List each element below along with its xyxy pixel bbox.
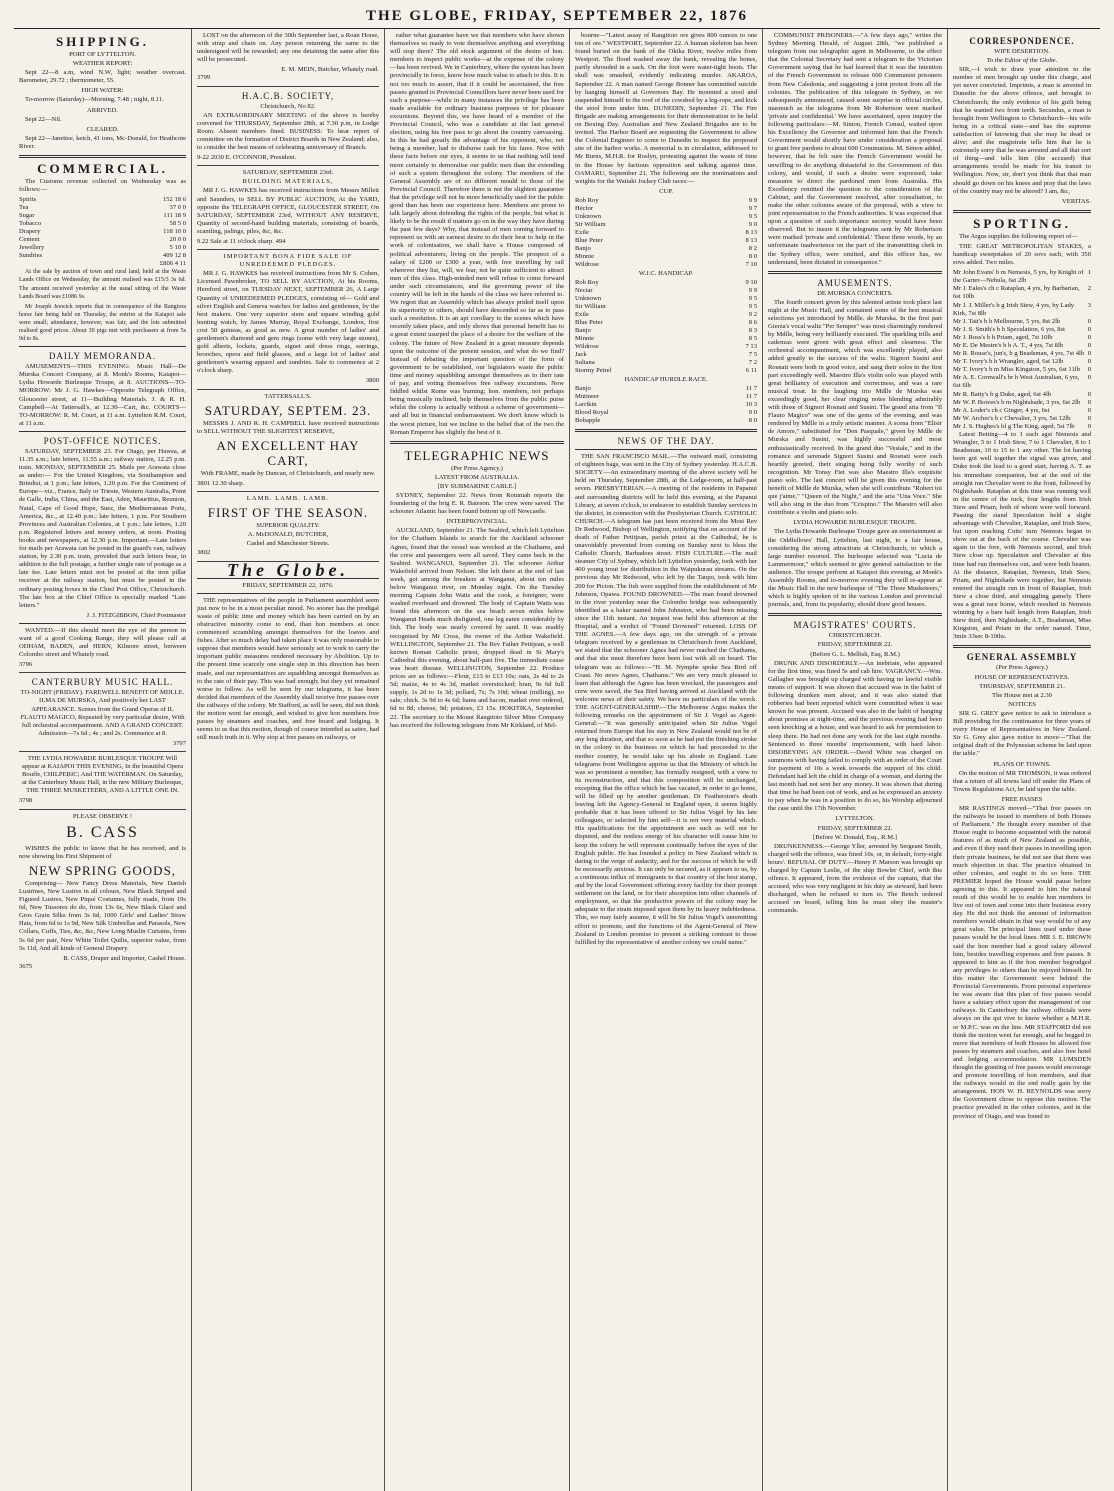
revenue-row	[19, 228, 186, 236]
handicap-row	[575, 327, 757, 335]
hurdle-row	[575, 409, 757, 417]
row-label: Sugar	[19, 212, 35, 220]
lydia-review: The Lydia Howarde Burlesque Troupe gave an entertainment at the Oddfellows' Hall, Lyttelton, last night, to a fair house, considering the strong attractions at Christchurch, to which a large number resorted. The burlesque selected was "Lucia de Lammermoor," which seemed to give general satisfaction to the audience. The troupe perform at Kaiapoi this evening, at Monk's Assembly Rooms, and to-morrow evening they will re-appear at the Music Hall in the new burlesque of "The Three Musketeers," which is highly spoken of in the various London and provincial journals, and, from its popularity, should draw good houses.	[768, 528, 942, 609]
hurdle-row	[575, 401, 757, 409]
row-value: 9 5	[748, 294, 757, 302]
entry-place: 2	[1087, 285, 1091, 293]
row-value: 152 18 6	[162, 196, 186, 204]
commercial-heading: COMMERCIAL.	[37, 161, 168, 177]
row-label: Hector	[575, 204, 593, 212]
race-entry	[953, 334, 1091, 342]
handicap-row	[575, 351, 757, 359]
murska-heading: DE MURSKA CONCERTS.	[817, 289, 893, 297]
row-value: 5 10 0	[169, 244, 186, 252]
high-water-heading: HIGH WATER:	[81, 87, 124, 95]
row-label: Rob Roy	[575, 196, 599, 204]
column-3	[385, 29, 570, 1491]
row-label: Larrikin	[575, 401, 597, 409]
butcher-number: 3802	[197, 549, 211, 557]
notices-heading: NOTICES	[1008, 700, 1036, 708]
saturday-big: SATURDAY, SEPTEM. 23.	[204, 402, 372, 418]
handicap-row	[575, 359, 757, 367]
row-value: 111 18 9	[163, 212, 186, 220]
entry-text: Mr J. Eales's ch c Rataplan, 4 yrs, by Barbarian, 6st 10lb	[953, 285, 1080, 301]
entry-place: 0	[1087, 366, 1091, 374]
lydia-ad	[19, 755, 186, 810]
sydney-text: SYDNEY, September 22. News from Rotumah reports the foundering of the brig E. R. Bateson. The crew were saved. The schooner Atlantic has been found bottom up off Newcastle.	[390, 491, 564, 516]
row-value: 9 10	[745, 278, 757, 286]
cleared-text: Sept 22—Janettee, ketch, 41 tons, Mc-Donald, for Heathcote River.	[19, 134, 186, 150]
entry-place: 0	[1087, 422, 1091, 430]
row-value: 7 2	[748, 358, 757, 366]
music-hall-heading: CANTERBURY MUSIC HALL.	[31, 677, 174, 688]
row-label: Sultana	[575, 358, 595, 366]
entry-text: Mr J. Tait's b h Melbourne, 5 yrs, 8st 2lb	[953, 317, 1061, 325]
superior-quality: SUPERIOR QUALITY.	[256, 522, 320, 530]
column-6	[948, 29, 1096, 1491]
butcher-address: Cashel and Manchester Streets.	[246, 540, 330, 548]
cup-heading: CUP.	[659, 187, 673, 195]
cup-row	[575, 221, 757, 229]
entry-text: Mr A. Loder's ch c Ginger, 4 yrs, 6st	[953, 406, 1050, 414]
cass-goods: NEW SPRING GOODS,	[28, 862, 177, 878]
revenue-row	[19, 220, 186, 228]
cup-row	[575, 253, 757, 261]
entry-place: 1	[1087, 269, 1091, 277]
cass-heading: B. CASS	[66, 823, 139, 841]
customs-text: The Customs revenue collected on Wednesday was as follows:—	[19, 178, 186, 194]
campbell-text: MESSRS J. AND R. H. CAMPBELL have received instructions to SELL WITHOUT THE SLIGHTEST RESERVE,	[197, 419, 379, 435]
handicap-row	[575, 295, 757, 303]
high-water-text: To-morrow (Saturday)—Morning, 7.48 ; night, 8.11.	[25, 96, 164, 104]
entry-place: 0	[1087, 390, 1091, 398]
ga-date: THURSDAY, SEPTEMBER 21.	[979, 682, 1065, 690]
row-value: 409 12 8	[162, 252, 186, 260]
race-entry	[953, 423, 1091, 431]
row-value: 8 13	[745, 228, 757, 236]
revenue-row	[19, 252, 186, 260]
row-value: 8 5	[748, 334, 757, 342]
row-label: Stormy Petrel	[575, 366, 612, 374]
row-label: Minnie	[575, 334, 595, 342]
entry-place: 0	[1087, 350, 1091, 358]
entry-place: 3	[1087, 301, 1091, 309]
row-label: Drapery	[19, 228, 41, 236]
entry-text: Mr T. Ivory's b h Wrangler, aged, 6st 12lb	[953, 358, 1064, 366]
column-1	[14, 29, 192, 1491]
race-entry	[953, 350, 1091, 358]
row-label: Wildrose	[575, 342, 599, 350]
hurdle-row	[575, 393, 757, 401]
entry-text: Mr T. Ivory's b m Miss Kingston, 5 yrs, 6st 11lb	[953, 366, 1080, 374]
to-editor: To the Editor of the Globe.	[986, 57, 1058, 65]
revenue-total: £806 4 11	[159, 260, 186, 268]
entry-text: Mr R. Rouse's, jun's, b g Beadsman, 4 yrs, 7st 4lb	[953, 350, 1085, 358]
hay-cart-number: 3801 12.30 sharp.	[197, 479, 245, 487]
entry-text: Mr J. S. Hughes's bl g The King, aged, 5st 7lb	[953, 422, 1075, 430]
row-label: Banjo	[575, 244, 591, 252]
globe-nameplate: The Globe.	[227, 559, 349, 580]
hurdle-heading: HANDICAP HURDLE RACE.	[624, 375, 708, 383]
row-label: Jack	[575, 350, 587, 358]
memoranda-heading: DAILY MEMORANDA.	[48, 351, 157, 362]
row-label: Blue Peter	[575, 236, 603, 244]
lyttelton-text: DRUNKENNESS.—George Yller, arrested by Sergeant Smith, charged with the offence, was fined 10s, or, in default, forty-eight hours'. REFUSAL OF DUTY.—Henry P. Marson was brought up charged by Captain Leslie, of the ship Bowler Chief, with this offence. It appeared, from the evidence of the captain, that the accused, who was very negligent in his duty as steward, had been discharged, when he refused to turn to. The Bench ordered accused on board, telling him he must obey the master's commands.	[768, 842, 942, 915]
free-passes-text: MR RASTINGS moved—"That free passes on the railways be issued to members of both Houses of Parliament." He thought every member of that House ought to become acquainted with the natural features of as much of New Zealand as possible, and even if they used their passes in travelling upon their private business, he did not see that there was much objection in that. The practice obtained in other colonies, and ought to do so here. THE PREMIER hoped the House would pause before agreeing to this. It appeared to him the natural result of this would be to enable hon members to live out of town and come into their business every day. He did not think the amount of information members would obtain in that way would be of any great value. The principal lines used under these passes would be the local lines. MR J. E. BROWN said the hon member had a good salary allowed him, besides travelling expenses and free passes. It appeared to him as if the hon member begrudged any privileges to others than he enjoyed himself. In this matter the Government were behind the Provincial Governments. From personal experience he was aware that this plan of free passes would have a salutary effect upon the management of our railways. In Canterbury the railway officials were always on the qui vive to know whether a M.H.R. or M.P.C. was on the line. MR STAFFORD did not think the motion went far enough, and he begged to move that members of both Houses be allowed free passes by steamers and coaches, and also free hotel and lodging accommodation. MR LUMSDEN thought the granting of free passes would encourage and promote travelling of hon members, and that the railways would in the end really gain by the arrangement. HON W. H. REYNOLDS was sorry the Government chose to oppose this motion. The practice prevailed in the other colonies, and in the province of Otago, and was found to	[953, 804, 1091, 1120]
row-value: 9 7	[748, 204, 757, 212]
row-value: 7 10	[745, 260, 757, 268]
columns	[14, 29, 1100, 1491]
building-heading: BUILDING MATERIALS,	[242, 178, 334, 186]
row-value: 11 7	[745, 385, 757, 393]
handicap-row	[575, 367, 757, 375]
entry-place: 0	[1087, 358, 1091, 366]
post-office-text: SATURDAY, SEPTEMBER 23. For Otago, per Hawea, at 11.35 a.m.; late letters, 11.55 a.m.; railway station, 12.25 p.m. train. MONDAY, SEPTEMBER 25. Mails per Arawata close as under:— For the United Kingdom, via Southampton and Brindisi, at 1 p.m.; late letters, 1.20 p.m. For the Continent of Europe—viz., France, Italy or Trieste, Western Australia, Point de Galle, India, China, and the East, Aden, Mauritius, Reunion, Natal, Cape of Good Hope, Suez, the Mediterranean Ports, America, &c., at 12.40 p.m.; late letters, 1 p.m. For Southern Provinces and Australian Colonies, at 1 p.m.; late letters, 1.20 p.m. Registered letters and money orders, at noon. Posting books and newspapers, at 12.30 p.m. Important.—Late letters for mails per Arawata can be posted in the guard's van, railway station, by 2.30 p.m. train, provided that such letters bear, in addition to the full postage, a further single rate of postage as a late fee. Late letters must not be posted at the iron pillar receiver at the railway station, but must be posted in the ordinary posting boxes in the Chief Post Office, Christchurch. The late box at the Chief Office is specially marked "Late letters."	[19, 447, 187, 609]
row-label: Wildrose	[575, 260, 599, 268]
row-label: Minnie	[575, 252, 595, 260]
row-value: 8 13	[745, 236, 757, 244]
free-passes-heading: FREE PASSES	[1001, 795, 1043, 803]
entry-text: Mr R. Batty's b g Duke, aged, 6st 4lb	[953, 390, 1052, 398]
race-entries	[953, 269, 1091, 431]
row-value: 9 0	[748, 409, 757, 417]
australia-heading: LATEST FROM AUSTRALIA.	[434, 473, 520, 481]
entry-text: Mr A. E. Cornwall's br h West Australian, 6 yrs, 6st 6lb	[953, 374, 1080, 390]
wanted-number: 3796	[19, 661, 33, 669]
interprovincial-heading: INTERPROVINCIAL.	[446, 518, 508, 526]
lamb-ad	[197, 495, 379, 561]
lost-number: 3799	[197, 74, 211, 82]
race-entry	[953, 326, 1091, 334]
hawkes-sale-text: MR J. G. HAWKES has received instructions from Messrs Millett and Saunders, to SELL BY PUBLIC AUCTION, At the YARD, opposite the TELEGRAPH OFFICE, GLOUCESTER STREET, On SATURDAY, SEPTEMBER 23rd, WITHOUT ANY RESERVE, Quantity of second-hand building materials, consisting of boards, scantling, palings, piles, &c, &c.	[197, 187, 379, 235]
entry-place: 0	[1087, 374, 1091, 382]
race-text: Latest Betting—4 to 1 each agst Nemesis and Wrangler, 5 to 1 Irish Stew, 7 to 1 Chevalier, 8 to 1 Beadsman, 10 to 15 to 1 any other. The lot having been got well together the signal was given, and Duke took the lead to a good start, having A. T. as his immediate companion, but at the end of the straight run Chevalier went to the front, followed by Nightshade. Rataplan at this time was running well in the centre of the ruck, four lengths from Irish Stew and Priam, both of whom were well forward. Passing the stand Speculation held a slight advantage with Chevalier, Rataplan, and Irish Stew, but upon reaching Cutts' turn Nemesis began to show out at the back of the course. Chevalier was again to the fore, with Nemesis second, and Irish Stew close up. Speculation and Chevalier at this time had run themselves out, and were both beaten. At the distance, Rataplan, Nemesis, Irish Stew, Priam, and Nightshade were together, but Nemesis entered the straight run in front of Rataplan, Irish Stew a close third, and struggling gamely. There was a great race home, which resulted in Nemesis winning by a bare half length from Rataplan, Irish Stew third, then Nightshade, A.T., Beadsman, Miss Kingston, and Priam in the order named. Time, 3min 33sec 8-10ths.	[953, 431, 1091, 641]
entry-text: Mr J. J. Miller's b g Irish Stew, 4 yrs, by Lady Kirk, 7st 8lb	[953, 301, 1075, 317]
masthead: THE GLOBE, FRIDAY, SEPTEMBER 22, 1876	[14, 6, 1100, 29]
handicap-row	[575, 303, 757, 311]
arrived-text: Sept 22—Nil.	[25, 115, 62, 123]
row-value: 9 9	[748, 196, 757, 204]
divider	[197, 593, 379, 594]
submarine-cable-label: [BY SUBMARINE CABLE.]	[437, 482, 517, 490]
entry-text: Mr W. P. Bowes's b m Nightshade, 3 yrs, 6st 2lb	[953, 398, 1081, 406]
wife-desertion-text: SIR,—I wish to draw your attention to the number of men brought up under this charge, and yet never convicted. Imprimis, a man is arrested in Dunedin for the above offence, and brought to Christchurch; the only evidence of his guilt being that he wanted two front teeth. Secundus, a man is brought from Wellington to Christchurch—his wife being in a critical state—and has the supreme satisfaction of knowing that she may be dead or alive; and the magistrate tells him that he is extremely sorry that he was arrested and all that sort of thing—and tells him (the accused) that arrangements would be made for his transit to Wellington. Now, sir, don't you think that that man should go down on his knees and pray that the laws of the country may not be altered? I am, &c,	[953, 66, 1091, 195]
christchurch-heading: CHRISTCHURCH.	[828, 632, 882, 640]
first-of-season: FIRST OF THE SEASON.	[207, 505, 369, 521]
ga-text: SIR G. GREY gave notice to ask to introduce a Bill providing for the continuance for three years of every House of Representatives in New Zealand. Sir G. Grey also gave notice to move—"That the original draft of the Polynesian scheme be laid upon the table."	[953, 709, 1091, 758]
cleared-heading: CLEARED.	[86, 125, 119, 133]
entry-text: Mr John Evans' b m Nemesis, 5 yrs, by Knight of the Garter—Nebula, 6st 2lb	[953, 269, 1084, 285]
row-value: 9 0	[748, 220, 757, 228]
editorial-continued: rather what guarantee have we that members who have shown themselves so ready to vote themselves anything and everything will stop there? The old stock argument of the desire of hon. members to inspect public works—at the expense of the colony—has been revived. We in Canterbury, where the system has been provincially in force, know how much value to attach to this. It is not too much to assert, that if it could be ascertained, the free passes granted to Provincial Councillors have never been used for such a purpose—while in many instances the privilege has been made available for ordinary business purposes or for pleasure excursions. Beyond this, we have heard of a member of the Provincial Council, who was a candidate at the last general election, using his free pass to go about the country canvassing. In this he had greatly the advantage of his opponent, who, not being a member, had to disburse cash for his fares. Now with these facts before our eyes, it seems to us that nothing will tend more certainly to demoralise our public men than the extending of such a system throughout the colony. The members of the General Assembly are of no different mould to those of the Provincial Council. Therefore there is not the slightest guarantee that the privilege will not be more beneficially used for the public good than has been our experience here. Members are prone to talk largely about defending the rights of the people, but what is likely to be the result if matters go on in the way they have during the past few days? Why, that instead of men coming forward to represent us with an earnest desire to do their best to help in the work of colonisation, we shall have a House composed of political adventurers, living on the people. The prospect of a salary of £200 or £300 a year, with free travelling by rail wherever they list, will, we fear, not be quite sufficient to attract men of this class. High-minded men will refuse to come forward under such circumstances, and the governing power of the country will be left in the hands of the class we have referred to. We regret that an Assembly which has always prided itself upon its superiority to others, should have descended so far as to pass such a resolution. It is an apt corollary to the scenes which have recently taken place, and only shows that personal benefit has to a great extent usurped the place of a desire for the welfare of the colony. The future of New Zealand in a great measure depends upon the outcome of the present session, and what do we find? Instead of debating the important question of the form of government to be established, our legislators waste the public time and money squabbling amongst themselves as to their rate of pay, and voting themselves free railway excursions. Now fiddled whilst Rome was burning; hon. members, not perhaps being musically inclined, help themselves from the public purse whilst the colony is actually without a scheme of government—and all but in financial embarrassment. We don't know which is the worst picture, but we incline to the belief that of the two the Roman Emperor has slightly the best of it.	[390, 32, 564, 436]
entry-text: Mr J. S. Smith's b h Speculation, 6 yrs, 8st	[953, 325, 1066, 333]
hacb-subheading: Christchurch, No 82.	[260, 102, 316, 110]
divider	[19, 431, 186, 432]
cass-intro: WISHES the public to know that he has received, and is now showing his First Shipment of	[19, 844, 186, 860]
cup-row	[575, 197, 757, 205]
column-2	[192, 29, 385, 1491]
row-value: 8 2	[748, 244, 757, 252]
lost-signature: E. M. MEIN, Butcher, Whately road.	[281, 66, 379, 74]
hurdle-row	[575, 417, 757, 425]
please-observe: PLEASE OBSERVE !	[72, 812, 133, 820]
row-value: 7 5	[748, 350, 757, 358]
handicap-row	[575, 343, 757, 351]
wife-desertion-heading: WIFE DESERTION.	[994, 48, 1050, 55]
row-label: Nectar	[575, 286, 593, 294]
cup-row	[575, 213, 757, 221]
entry-text: Mr E. De Mestre's b h A. T., 4 yrs, 7st 8lb	[953, 342, 1064, 349]
column-4	[570, 29, 763, 1491]
row-label: Tobacco	[19, 220, 42, 228]
row-label: Banjo	[575, 385, 591, 393]
race-entry	[953, 399, 1091, 407]
divider	[575, 429, 757, 432]
revenue-row	[19, 244, 186, 252]
entry-place: 0	[1087, 325, 1091, 333]
wanted-ad	[19, 627, 186, 673]
weather-report: Sept 22—8 a.m, wind N.W, light; weather overcast. Barometer, 29.72 ; thermometer, 55.	[19, 69, 186, 85]
lost-ad	[197, 32, 379, 87]
entry-text: Mr J. Ross's b h Priam, aged, 7st 10lb	[953, 333, 1053, 341]
race-entry	[953, 374, 1091, 390]
editorial-text: THE representatives of the people in Parliament assembled seem just now to be in a most peculiar mood. No sooner has the prodigal waste of public time and money which has been carried on by an obstructive minority come to end, than hon members at once commenced scrambling amongst themselves for the loaves and fishes. After so much delay had taken place it was only reasonable to suppose that members would have seriously set to work to carry the important public measures rendered necessary by Abolition. Up to the present time scarcely one single step in this direction has been made, and our representatives are squabbling amongst themselves as to the rate of their pay. This was bad enough; but they yet remained worse to follow. As will be seen by our telegrams, it has been decided that members of the Assembly shall receive free passes over the railways of the colony. Mr Stafford, as will be seen, did not think the motion went far enough, and wished to give hon members free passes by steamers and coaches, and free board and lodging. It seems to us that this motion, though of course intended as satire, had still much truth in it. Why stop at free passes on railways, or	[197, 596, 379, 742]
entry-place: 0	[1087, 414, 1091, 422]
hurdle-row	[575, 385, 757, 393]
arrived-heading: ARRIVED.	[87, 106, 118, 114]
race-entry	[953, 391, 1091, 399]
handicap-row	[575, 311, 757, 319]
house-heading: HOUSE OF REPRESENTATIVES.	[974, 673, 1070, 681]
divider	[768, 613, 942, 616]
hawkes-sale-signature: 9.22 Sale at 11 o'clock sharp. 494	[197, 237, 286, 245]
row-label: Sir William	[575, 220, 606, 228]
handicap-row	[575, 287, 757, 295]
lyttelton-before: [Before W. Donald, Esq., R.M.]	[813, 833, 897, 841]
ga-met: The House met at 2.30	[992, 691, 1052, 699]
row-label: Cement	[19, 236, 40, 244]
row-value: 6 11	[745, 366, 757, 374]
race-entry	[953, 407, 1091, 415]
cup-row	[575, 245, 757, 253]
race-entry	[953, 415, 1091, 423]
cass-list: Comprising— New Fancy Dress Materials, New Danish Lustrines, New Lustres in all colours, New Black Striped and Figured Lustres, New Piqué Costumes, fully made, from 19s 6d, New Tussores do do, from 13s 6s, New Black Glacé and Gros Grain Silks from 3s 6d, 1000 Girls' and Ladies' Straw Hats, from 6d to 1s 9d, New Silk Umbrellas and Parasols, New Collars, Cuffs, Ties, &c, &c, New Long Muslin Curtains, from 5s 6d per pair, New White Toilet Quilts, superior value, from 5s 11d, And all kinds of General Drapery.	[19, 879, 186, 952]
sporting-intro: The Argus supplies the following report of—	[959, 232, 1078, 240]
veritas-signature: VERITAS.	[1062, 197, 1091, 205]
building-materials-ad	[197, 169, 379, 250]
plans-text: On the motion of MR THOMSON, it was ordered that a return of all towns laid off under the Plans of Towns Regulations Act, be laid upon the table.	[953, 769, 1091, 793]
row-label: Blood Royal	[575, 409, 609, 417]
row-value: 8 0	[748, 417, 757, 425]
jeswick-note: Mr Joseph Jeswick reports that in consequence of the Rangiora horse fair being held on Thursday, the entries at the Kaiapoi sale were small; attendance, however, was fair, and the lots submitted realised good prices. About 30 pigs met with purchasers at from 5s 9d to 8s.	[19, 303, 186, 343]
divider	[19, 346, 186, 347]
lydia-number: 3798	[19, 797, 33, 805]
entry-place: 0	[1087, 317, 1091, 325]
column-5	[763, 29, 948, 1491]
telegraphic-heading: TELEGRAPHIC NEWS	[404, 447, 550, 463]
row-label: Unknown	[575, 294, 602, 302]
magistrates-heading: MAGISTRATES' COURTS.	[793, 620, 917, 631]
wjc-heading: W.J.C. HANDICAP.	[638, 269, 694, 277]
divider	[768, 271, 942, 274]
row-label: Jewellery	[19, 244, 45, 252]
great-metropolitan: THE GREAT METROPOLITAN STAKES, a handicap sweepstakes of 20 sovs each, with 350 sovs added. Two miles.	[953, 242, 1091, 267]
press-agency-label: (Per Press Agency.)	[451, 464, 503, 472]
post-office-heading: POST-OFFICE NOTICES.	[43, 435, 162, 446]
row-value: 58 5 0	[169, 220, 186, 228]
pledges-text: MR J. G. HAWKES has received instructions from Mr S. Cohen, Licensed Pawnbroker, TO SELL BY AUCTION, At his Rooms, Hereford street, on TUESDAY NEXT, SEPTEMBER 26, A Large Quantity of UNREDEEMED PLEDGES, consisting of— Gold and silver English and Geneva watches for ladies and gentlemen, by the best makers. One very superior stem and square winding gold hunting watch, by James Murray, Royal Exchange, London, first cost 50 guineas, as good as new. A great number of ladies' and gentlemen's diamond and gem rings (some with very large stones), gold alberts, lockets, guards, signet and dress rings, earrings, brooches, opera and field glasses, and a large lot of ladies' and gentlemen's wearing apparel and sundries. Sale to commence at 2 o'clock sharp.	[197, 270, 379, 375]
pledges-number: 3800	[365, 377, 379, 385]
cup-row	[575, 205, 757, 213]
entry-text: Mr W. Archer's b c Chevalier, 3 yrs, 5st 12lb	[953, 414, 1071, 422]
row-value: 8 6	[748, 318, 757, 326]
bona-fide-heading: IMPORTANT BONA FIDE SALE OF UNREDEEMED PLEDGES.	[223, 253, 353, 269]
general-assembly-heading: GENERAL ASSEMBLY	[966, 652, 1078, 663]
hacb-text: AN EXTRAORDINARY MEETING of the above is hereby convened for THURSDAY, September 28th, at 7.30 p.m, in Lodge Room. Absent members fined. BUSINESS: To hear report of committee on the formation of District Boards in New Zealand; also, to consider the best means of celebrating anniversary of Branch.	[197, 111, 379, 152]
divider	[953, 210, 1091, 213]
music-hall-ad	[19, 677, 186, 752]
news-heading: NEWS OF THE DAY.	[617, 436, 715, 447]
row-value: 20 0 0	[169, 236, 186, 244]
hay-cart-ad	[197, 393, 379, 492]
news-text: THE SAN FRANCISCO MAIL.—The outward mail, consisting of eighteen bags, was sent in the City of Sydney yesterday. H.A.C.B. SOCIETY.—An extraordinary meeting of the above society will be held on Thursday, September 28th, at the Lodge-room, at half-past seven. PRESBYTERIAN.—A meeting of the residents in Papanui and surrounding districts will be held this evening, at the Papanui Library, at seven o'clock, to endeavor to establish Sunday services in the district, in connection with the Presbyterian Church. CATHOLIC CHURCH.—A telegram has just been received from the Most Rev Dr Redwood, Bishop of Wellington, notifying that on account of the death of Father Petitjean, parish priest at the Cathedral, he is unavoidably prevented from coming on Sunday next to bless the Catholic Church, Barbadoes street. FISH CULTURE.—The mail steamer City of Sydney, which left Lyttelton yesterday, took with her 400 young trout for distribution in the Waipukurau streams. On the previous day Mr Redwood, who left by the Taupo, took with him 200 for Picton. The fish were supplied from the establishment of Mr Johnson, Opawa. FOUND DROWNED.—The man found drowned in the river yesterday near the Colombo bridge was subsequently identified as a baker named John Johnston, who had been missing since the 11th instant. An inquest was held this afternoon at the Hospital, and a verdict of "Found Drowned" returned. LOSS OF THE AGNES.—A few days ago, on the strength of a private telegram received by a gentleman in Christchurch from Auckland, we stated that the schooner Agnes had never reached the Chathams, and that she must therefore have been lost with all on board. The telegram was as follows:—"H. M. Nymphe spoke Sea Bird off Coast. No news Agnes, Chathams." We are very much pleased to learn that although the Agnes has been wrecked, the passengers and crew were saved, the Sea Bird having arrived at Auckland with the welcome news of their safety. We have no particulars of the wreck. THE AGENT-GENERALSHIP.—The Melbourne Argus makes the following remarks on the appointment of Sir J. Vogel as Agent-General:—"It was generally anticipated when Sir Julius Vogel returned from Europe that his stay in New Zealand would not be of any long duration, and that so soon as he had put the finishing stroke in the colony to the business on which he had proceeded to the mother country, he would take up his abode in England. Late telegrams from Wellington apprise us that the Ministry of which he was so prominent a member, has formally resigned, with a view to its reconstruction, and that this composition will be unchanged, excepting that the office which he has vacated, in order to go home, will be filled up by another gentleman. Dr Featherston's death leaving left the Agency-General in England open, it seems highly probable that it has been offered to Sir Julius Vogel by his late colleagues, or selected by him self—it is not very material which. His qualifications for the appointment are such as will not be disputed, and the restless energy of his character will cause him to keep the colony he will represent continually before the eyes of the English public. He has founded a policy in New Zealand which is daring to the verge of audacity, and for the success of which he will be necessarily anxious. It can only be secured, as it appears to us, by a continuous influx of immigrants to that country of the best stamp, and by the local Government offering every facility for their prompt settlement on the land, or for their absorption into other channels of employment, so that the productive powers of the colony may be adequate to the strain imposed upon them by its heavy indebtedness. This, we may fairly assume, it will be Sir Julius Vogel's unremitting effort to promote, and the functions of the Agent-General of New Zealand in London promise to present a striking contrast to those fulfilled by the representative of another colony we could name."	[575, 453, 757, 946]
interprovincial-text: AUCKLAND, September 21. The Seabird, which left Lyttelton for the Chatham Islands to search for the Auckland schooner Agnes, found that the vessel was wrecked at the Chathams, and the crew and passengers were all saved. They came back in the Seabird. WANGANUI, September 21. The schooner Arthur Wakefield arrived from Nelson. She left there at the end of last week, got among the breakers at Wanganui, about ten miles below Wanganui river, on Monday night. On the Tuesday morning Captain John Watts and the cook, a foreigner, were washed overboard and drowned. The body of Captain Watts was found this afternoon on the sea beach seven miles below Wanganui Heads much disfigured, one leg eaten considerably by fish. The body was nearly covered by sand. It was readily recognised by Mr Cross, the owner of the Arthur Wakefield. WELLINGTON, September 21. The Rev Father Petitjean, a well known Roman Catholic priest, dropped dead in St Mary's Cathedral this evening, about half-past five. The immediate cause was heart disease. WELLINGTON, September 22. Produce prices are as follows:—Flour, £13 to £13 10s; oats, 2s 4d to 2s 5d; maize, 4s to 4s 3d, market overstocked; bran, 9s 6d full supply, 1s 2d to 1s 3d; pollard, 7s; 7s 10d; wheat (milling), no sale; chick. 3s 9d to 4s 6d; hams and bacon, market over ordered, 6d to 8d; cheese, 9d; potatoes, £3 15s. HOKITIKA, September 22. The secretary to the Mount Rangitoto Silver Mine Company has received the following telegram from Mr Kirkland, of Mel-	[390, 527, 564, 729]
race-entry	[953, 285, 1091, 301]
wjc-table	[575, 279, 757, 375]
race-entry	[953, 358, 1091, 366]
port-heading: PORT OF LYTTELTON.	[69, 51, 136, 58]
hay-cart-sub: With FRAME, made by Duncan, of Christchurch, and nearly new.	[200, 469, 376, 477]
telegrams-continued: bourne—"Latest assay of Rangitoto ore gives 800 ounces to one ton of ore." WESTPORT, September 22. A human skeleton has been found buried on the bank of the Okika River, twelve miles from Westport. The flood washed away the bank, revealing the bones, partly shrouded in a sack. On the foot were water-tight boots. The skull was smashed, evidently indicating murder. AKAROA, September 22. A man named George Bonner has committed suicide by hanging himself at Governors Bay. He mounted a stool and suspended himself to the roof of the cowshed by a leg-rope, and kick the stool from under him. DUNEDIN, September 21. The Fire Brigade are making arrangements for their demonstration to be held on Boxing Day. Australian and New Zealand Brigades are to be invited. The Harbor Board are requesting the Government to allow the Colonial Engineer to come to Dunedin to inspect the proposed site of the harbor works. A memorial is in circulation, addressed to Mr Burns, M.H.R. for Roslyn, protesting against the waste of time in the House by factious opposition and talking against time. OAMARU, September 21. The following are the nominations and weights for the Waitaki Jockey Club races:—	[575, 32, 757, 185]
row-label: Exile	[575, 310, 589, 318]
row-value: 9 5	[748, 302, 757, 310]
lydia-heading: LYDIA HOWARDE BURLESQUE TROUPE.	[793, 519, 917, 527]
cass-number: 3675	[19, 962, 33, 970]
handicap-row	[575, 279, 757, 287]
revenue-row	[19, 212, 186, 220]
music-hall-text: TO-NIGHT (FRIDAY). FAREWELL BENEFIT OF MDLLE. ILMA DE MURSKA, And positively her LAST APPEARANCE. Scenes from the Grand Operas of IL FLAUTO MAGICO, Repeated by very particular desire, With full orchestral accompaniment. AND A GRAND CONCERT. Admission—7s 6d ; 4s ; and 2s. Commence at 8.	[20, 689, 185, 737]
murska-text: The fourth concert given by this talented artiste took place last night at the Music Hall, and contained some of the best musical selections yet introduced by Mdlle. de Murska. In the first part Gierza's vocal waltz "Per Sempre" was most charmingly rendered by Mdlle, being very brilliantly executed. The sparkling trills and cadenzas were given with great effect and clearness. The orchestral accompaniment, which was excellently played, also added greatly to the success of the waltz. Signori Susini and Rosnati were both in good voice, and sang their solos in the first part exceedingly well. Maestro Illa's violin solo was played with great brilliancy of execution and correctness, and was a rare musical treat. In the laughing trio Mdlle de Murska was exceedingly good, her clear ringing notes blending admirably with those of Signori Rosnati and Susini. The grand aria from "Il Flauto Magico" was one of the gems of the evening, and was rendered by Mdlle in a truly artistic manner. A scena from "Elisir de Amore," substituted for "Don Pasquale," given by Mdlle de Murska and Susini, was highly successful and most enthusiastically received. In the grand duo "Vestale," and in the romance and serenade Signori Susini and Rosnati were each heartily greeted, their singing being fully worthy of such recognition. Mr Tonsy Fiet was also Maestro Illa's exquisite piano solo. The last concert will be given this evening for the benefit of Mdlle de Murska, when she will contribute "Robert toi que j'aime," "Queen of the Night," and the aria "Una Voce." She will also sing in the duo from "Crispino." The Maestro will also contribute a violin and piano solo.	[768, 298, 942, 517]
race-entry	[953, 366, 1091, 374]
editorial-date: FRIDAY, SEPTEMBER 22, 1876.	[242, 581, 334, 589]
entry-place: 0	[1087, 406, 1091, 414]
cass-signature: B. CASS, Draper and Importer, Cashel House.	[63, 954, 186, 962]
pledges-ad	[197, 253, 379, 390]
row-value: 11 7	[745, 393, 757, 401]
divider	[19, 155, 186, 158]
court-before: (Before G. L. Mellish, Esq, R.M.)	[810, 650, 900, 658]
hacb-signature: 9-22 2030 E. O'CONNOR, President.	[197, 154, 297, 162]
lyttelton-heading: LYTTELTON.	[835, 815, 875, 823]
communist-text: COMMUNIST PRISONERS.—"A few days ago," writes the Sydney Morning Herald, of August 28th, "we published a telegram from our telegraphic agent in Melbourne, to the effect that the Colonial Secretary had sent a telegram to the Victorian Government saying that he had learned that it was the intention of the French Government to release 600 Communist prisoners from New Caledonia, and suggesting a joint protest from all the colonies. The publication of this telegram in Sydney, as we subsequently announced, caused some surprise in official circles, inasmuch as the telegrams from Mr Robertson were marked 'private and confidential.' We have ascertained, upon inquiry the following particulars:—M. Simon, French Consul, waited upon his Excellency the Governor and informed him that the French Government would shortly have under consideration a proposal to grant free pardons to about 600 Communists. M. Simon added, however, that he felt sure the French Government would be unwilling to do anything distasteful to the Government of this colony, and would, if such a desire were expressed, take measures to direct the pardoned men from Australia. His Excellency remitted the question to the consideration of the Cabinet, and the Government resolved, after consultation, to make the other colonies aware of the proposal, with a view to joint representation to the French authorities. It was expected that upon a question of such importance secrecy would have been observed. But to insure it the telegrams sent by Mr Robertson were marked 'private and confidential.' These three words, by an unfortunate inadvertence on the part of the transmitting clerk in the Sydney office, were omitted, and this officer has, we understand, been dictated in consequence."	[768, 32, 942, 266]
revenue-row	[19, 196, 186, 204]
correspondence-heading: CORRESPONDENCE.	[969, 36, 1075, 46]
row-label: Bobapple	[575, 417, 601, 425]
race-entry	[953, 269, 1091, 285]
cup-row	[575, 237, 757, 245]
lost-text: LOST on the afternoon of the 30th September last, a Roan Horse, with strap and chain on. Any person returning the same to the undersigned will be rewarded; any one detaining the same after this will be prosecuted.	[197, 32, 379, 64]
race-entry	[953, 318, 1091, 326]
row-label: Tea	[19, 204, 29, 212]
plans-heading: PLANS OF TOWNS.	[993, 760, 1051, 768]
row-label: Exile	[575, 228, 589, 236]
race-entry	[953, 302, 1091, 318]
postmaster-signature: J. J. FITZGIBBON, Chief Postmaster	[86, 611, 186, 619]
sporting-heading: SPORTING.	[973, 215, 1071, 231]
cup-row	[575, 229, 757, 237]
shipping-heading: SHIPPING.	[55, 34, 150, 49]
amusements-heading: AMUSEMENTS.	[817, 277, 893, 288]
entry-place: 0	[1087, 342, 1091, 349]
hurdle-table	[575, 385, 757, 425]
lyttelton-date: FRIDAY, SEPTEMBER 22.	[817, 824, 893, 832]
row-value: 8 0	[748, 252, 757, 260]
divider	[390, 441, 564, 444]
row-label: Sir William	[575, 302, 606, 310]
divider	[575, 449, 757, 450]
auction-note: At the sale by auction of town and rural land, held at the Waste Lands Office on Wednesday, the amount realised was £15/3 3s 6d. The amount received yesterday at the usual sitting of the Waste Lands Board was £1086 9s.	[19, 269, 186, 300]
row-value: 9 9	[748, 286, 757, 294]
row-label: Spirits	[19, 196, 37, 204]
court-text: DRUNK AND DISORDERLY.—An inebriate, who appeared for the first time, was fined 5s and cab hire. VAGRANCY.—Wm. Gallagher was brought up charged with having no lawful visible means of support. It was shown that accused was in the habit of following drunken men about, and it was also stated that robberies had been reported which were committed when it was known he was present. Accused was also in the habit of hanging about premises at night-time, and the previous evening had been seen knocking at a house, and was heard to ask for permission to sleep there. He had not done any work for the last eight months. Sentenced to three months' imprisonment, with hard labor. DISOBEYING AN ORDER.—David White was charged on summons with having failed to comply with an order of the Court for payment of 10s a week towards the support of his child. Defendant had left the child in charge of a woman, and during the last month had not sent her any money. It was shown that during that time he had been out of work, and as he expressed an anxiety to pay when he was in a position to do so, his Worship adjourned the case until the 17th November.	[768, 659, 942, 813]
ga-press-label: (Per Press Agency.)	[996, 664, 1048, 672]
wanted-text: WANTED.—If this should meet the eye of the person in want of a good Cooking Range, they will please call at ODHAM, BADEN, and HERN, Kilmore street, between Colombo street and Whately road.	[19, 626, 186, 659]
court-date: FRIDAY, SEPTEMBER 22.	[817, 641, 893, 649]
row-value: 7 13	[745, 342, 757, 350]
butcher-name: A. McDONALD, BUTCHER,	[247, 531, 329, 539]
entry-place: 0	[1087, 333, 1091, 341]
row-value: 8 3	[748, 326, 757, 334]
lydia-text: THE LYDIA HOWARDE BURLESQUE TROUPE Will appear at KAIAPOI THIS EVENING, In the beautiful Opera Bouffe, CHILPERIC; And THE WATERMAN. On Saturday, at the Canterbury Music Hall, in the new Military Burlesque, THE THREE MUSKETEERS, AND A LITTLE ONE IN.	[21, 755, 184, 795]
music-hall-number: 3797	[172, 739, 186, 747]
cup-table	[575, 197, 757, 269]
handicap-row	[575, 319, 757, 327]
divider	[953, 645, 1091, 648]
weather-heading: WEATHER REPORT:	[72, 60, 133, 68]
row-label: Blue Peter	[575, 318, 603, 326]
saturday-heading: SATURDAY, SEPTEMBER 23rd.	[242, 169, 334, 177]
hacb-heading: H.A.C.B. SOCIETY,	[241, 90, 335, 101]
entry-place: 0	[1087, 398, 1091, 406]
revenue-table	[19, 196, 186, 260]
row-label: Rob Roy	[575, 278, 599, 286]
row-label: Mutineer	[575, 393, 600, 401]
row-value: 9 5	[748, 212, 757, 220]
race-entry	[953, 342, 1091, 350]
divider	[19, 623, 186, 624]
row-value: 118 10 0	[163, 228, 186, 236]
row-value: 10 3	[745, 401, 757, 409]
lamb-heading: LAMB. LAMB. LAMB.	[246, 495, 330, 503]
hacb-ad	[197, 91, 379, 167]
memoranda-text: AMUSEMENTS—THIS EVENING: Music Hall—De Murska Concert Company, at 8. Monk's Rooms, Kaiapoi—Lydia Howarde Burlesque Troupe, at 8. AUCTIONS—TO-MORROW: Mr J. G. Hawkes—Opposite Telegraph Office, Gloucester street, at 11—Building Materials. J. & R. H. Campbell—At Tattersall's, at 12.30—Cart, &c. COURTS—TO-MORROW: R. M. Court, at 11 a.m. Lyttelton R.M. Court, at 11 a.m.	[19, 363, 186, 427]
row-label: Unknown	[575, 212, 602, 220]
row-label: Banjo	[575, 326, 591, 334]
row-value: 9 2	[748, 310, 757, 318]
cup-row	[575, 261, 757, 269]
revenue-row	[19, 236, 186, 244]
hay-cart-heading: AN EXCELLENT HAY CART,	[216, 437, 360, 468]
handicap-row	[575, 335, 757, 343]
row-label: Sundries	[19, 252, 43, 260]
revenue-row	[19, 204, 186, 212]
tattersalls-heading: TATTERSALL'S.	[264, 392, 312, 400]
row-value: 37 0 0	[169, 204, 186, 212]
